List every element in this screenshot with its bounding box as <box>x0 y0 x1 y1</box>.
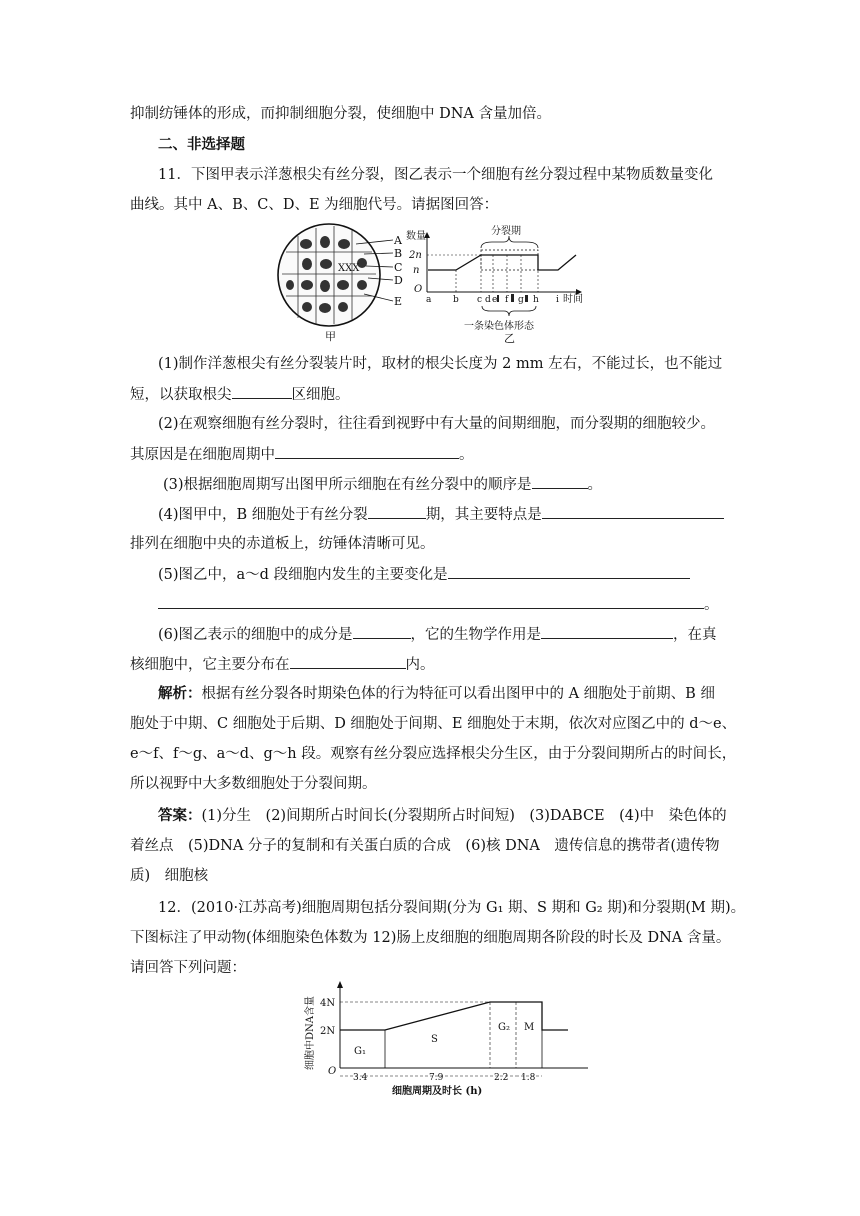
question-6-line <box>158 624 717 645</box>
answer-line <box>158 806 727 826</box>
question-3-line <box>163 474 602 495</box>
question-5-line <box>158 564 690 585</box>
chromosome-form-label: 一条染色体形态 <box>464 321 534 332</box>
x-point: c <box>477 295 483 305</box>
question-6-line <box>130 654 435 675</box>
answer-blank[interactable] <box>541 624 673 639</box>
figure-cell-cycle <box>300 980 592 1098</box>
question-5-line <box>158 594 719 615</box>
phase-g2: G₂ <box>498 1022 510 1033</box>
phase-m: M <box>524 1022 535 1033</box>
y-axis-label: 细胞中DNA含量 <box>305 996 316 1070</box>
duration-g1: 3.4 <box>353 1073 368 1083</box>
x-point: i <box>556 295 559 305</box>
text: 核细胞中，它主要分布在 <box>130 657 290 673</box>
question-12-line: 12．(2010·江苏高考)细胞周期包括分裂间期(分为 G₁ 期、S 期和 G₂ 期)和分裂期(M 期)。 <box>158 900 746 916</box>
answer-blank[interactable] <box>158 594 704 609</box>
x-point: a <box>426 295 432 305</box>
section-heading: 二、非选择题 <box>158 136 245 153</box>
analysis-line: 胞处于中期、C 细胞处于后期、D 细胞处于间期、E 细胞处于末期，依次对应图乙中的 d～e、 <box>130 716 737 732</box>
question-12-line: 请回答下列问题： <box>130 960 246 976</box>
x-point: h <box>533 295 539 305</box>
text: (1)分生 (2)间期所占时间长(分裂期所占时间短) (3)DABCE (4)中 染色体的 <box>201 808 727 824</box>
period-label: 分裂期 <box>491 226 521 237</box>
origin: O <box>328 1066 337 1077</box>
text: 。 <box>587 477 603 493</box>
text: ，在真 <box>673 627 717 643</box>
text: 其原因是在细胞周期中 <box>130 447 275 463</box>
text: ，它的生物学作用是 <box>410 627 542 643</box>
text: (4)图甲中，B 细胞处于有丝分裂 <box>158 507 368 523</box>
answer-blank[interactable] <box>353 624 411 639</box>
onion-root-micrograph <box>278 224 380 326</box>
x-point: g <box>518 295 524 305</box>
cell-label-a: A <box>394 234 402 247</box>
question-1-line: (1)制作洋葱根尖有丝分裂装片时，取材的根尖长度为 2 mm 左右，不能过长，也不能过 <box>158 356 723 372</box>
answer-blank[interactable] <box>542 504 724 519</box>
answer-label: 答案： <box>158 807 202 824</box>
question-12-line: 下图标注了甲动物(体细胞染色体数为 12)肠上皮细胞的细胞周期各阶段的时长及 DNA 含量。 <box>130 930 731 946</box>
x-point: e <box>492 295 498 305</box>
analysis-line <box>158 684 715 704</box>
phase-g1: G₁ <box>354 1046 366 1057</box>
answer-blank[interactable] <box>232 384 292 399</box>
x-point: d <box>485 295 491 305</box>
answer-line: 着丝点 (5)DNA 分子的复制和有关蛋白质的合成 (6)核 DNA 遗传信息的携带者(遗传物 <box>130 838 720 854</box>
answer-blank[interactable] <box>368 504 426 519</box>
question-11-line: 曲线。其中 A、B、C、D、E 为细胞代号。请据图回答： <box>130 197 499 213</box>
duration-g2: 2.2 <box>494 1073 509 1083</box>
text: 短，以获取根尖 <box>130 387 232 403</box>
question-4-line: 排列在细胞中央的赤道板上，纺锤体清晰可见。 <box>130 536 435 552</box>
analysis-label: 解析： <box>158 685 202 702</box>
text: 。 <box>704 597 719 613</box>
text: (3)根据细胞周期写出图甲所示细胞在有丝分裂中的顺序是 <box>163 477 532 493</box>
text-line: 抑制纺锤体的形成，而抑制细胞分裂，使细胞中 DNA 含量加倍。 <box>130 106 552 122</box>
curve <box>428 255 576 270</box>
phase-s: S <box>431 1034 438 1045</box>
y-tick-4n: 4N <box>320 998 336 1009</box>
analysis-line: 所以视野中大多数细胞处于分裂间期。 <box>130 776 377 792</box>
svg-text:XXX: XXX <box>338 263 360 274</box>
text: 内。 <box>405 657 435 673</box>
answer-blank[interactable] <box>290 654 406 669</box>
text: (5)图乙中，a～d 段细胞内发生的主要变化是 <box>158 567 448 583</box>
question-2-line <box>130 444 474 465</box>
duration-s: 7.9 <box>429 1073 444 1083</box>
cell-label-c: C <box>394 261 403 274</box>
text: 。 <box>459 447 474 463</box>
y-tick-2n: 2n <box>409 250 422 261</box>
text: (6)图乙表示的细胞中的成分是 <box>158 627 353 643</box>
graph-yi <box>406 224 583 345</box>
answer-line: 质) 细胞核 <box>130 868 209 884</box>
caption-jia: 甲 <box>325 330 336 343</box>
duration-m: 1.8 <box>521 1073 536 1083</box>
figure-mitosis <box>276 222 606 350</box>
text: 根据有丝分裂各时期染色体的行为特征可以看出图甲中的 A 细胞处于前期、B 细 <box>201 686 715 702</box>
text: 区细胞。 <box>291 387 350 403</box>
question-2-line: (2)在观察细胞有丝分裂时，往往看到视野中有大量的间期细胞，而分裂期的细胞较少。 <box>158 416 716 432</box>
answer-blank[interactable] <box>448 564 690 579</box>
origin: O <box>414 284 423 295</box>
cell-label-e: E <box>394 295 403 308</box>
y-axis-label: 数量 <box>406 231 426 242</box>
analysis-line: e～f、f～g、a～d、g～h 段。观察有丝分裂应选择根尖分生区，由于分裂间期所占的时间长， <box>130 746 737 762</box>
answer-blank[interactable] <box>275 444 459 459</box>
cell-label-b: B <box>394 247 403 260</box>
x-axis-label: 细胞周期及时长 (h) <box>392 1086 483 1097</box>
x-axis-label: 时间 <box>563 294 583 305</box>
question-4-line <box>158 504 724 525</box>
question-11-line: 11．下图甲表示洋葱根尖有丝分裂，图乙表示一个细胞有丝分裂过程中某物质数量变化 <box>158 167 713 183</box>
text: 期，其主要特点是 <box>425 507 542 523</box>
y-tick-n: n <box>413 265 420 276</box>
question-1-line <box>130 384 350 405</box>
x-point: b <box>453 295 459 305</box>
answer-blank[interactable] <box>532 474 588 489</box>
cell-label-d: D <box>394 274 403 287</box>
caption-yi: 乙 <box>504 332 515 345</box>
x-point: f <box>505 295 509 305</box>
y-tick-2n: 2N <box>320 1026 336 1037</box>
